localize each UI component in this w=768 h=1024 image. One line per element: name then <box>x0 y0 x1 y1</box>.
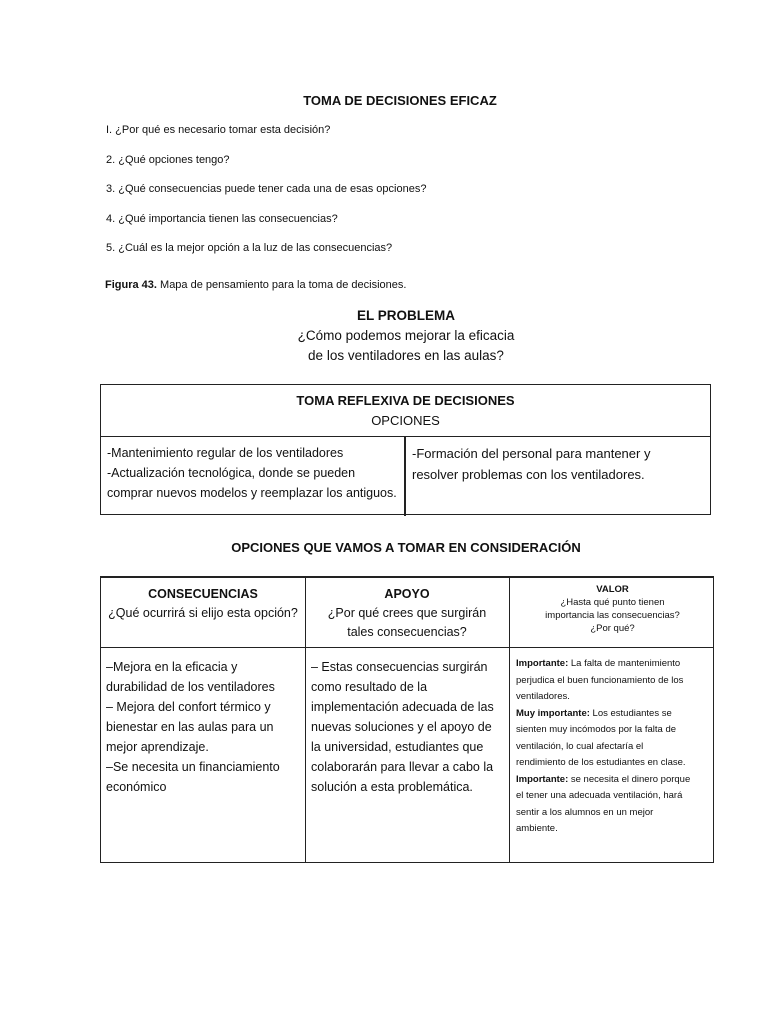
importance-label: Importante: <box>516 658 569 669</box>
options-box <box>100 384 711 515</box>
cell-line: –Mejora en la eficacia y <box>106 660 238 674</box>
option-line: -Mantenimiento regular de los ventiladores <box>107 446 344 460</box>
problem-heading: EL PROBLEMA <box>356 308 455 323</box>
page-title: TOMA DE DECISIONES EFICAZ <box>303 93 497 108</box>
cell-line: – Mejora del confort térmico y <box>106 700 271 714</box>
column-subheading: ¿Qué ocurrirá si elijo esta opción? <box>108 606 298 620</box>
cell-line: económico <box>106 780 167 794</box>
cell-line: implementación adecuada de las <box>311 700 494 714</box>
cell-line: colaborarán para llevar a cabo la <box>311 760 494 774</box>
option-line: -Formación del personal para mantener y <box>412 446 651 461</box>
cell-line <box>516 706 710 723</box>
column-subheading: ¿Por qué crees que surgirán <box>327 606 487 620</box>
cell-line: durabilidad de los ventiladores <box>106 680 275 694</box>
section-title: OPCIONES QUE VAMOS A TOMAR EN CONSIDERACIÓN <box>231 540 581 555</box>
cell-line: bienestar en las aulas para un <box>106 720 274 734</box>
importance-label: Muy importante: <box>516 707 590 719</box>
options-header <box>101 385 710 437</box>
consequences-table <box>100 576 714 863</box>
cell-consecuencias <box>101 648 305 806</box>
list-item: 4. ¿Qué importancia tienen las consecuencias? <box>106 212 338 225</box>
column-subheading: tales consecuencias? <box>347 625 467 639</box>
column-heading: APOYO <box>384 587 430 601</box>
column-subheading: importancia las consecuencias? <box>545 610 680 621</box>
header-apoyo <box>305 578 509 642</box>
cell-line: ventilación, lo cual afectaría el <box>516 740 644 752</box>
cell-line: nuevas soluciones y el apoyo de <box>311 720 492 734</box>
cell-line: solución a esta problemática. <box>311 780 473 794</box>
importance-label: Importante: <box>516 773 569 785</box>
cell-line: rendimiento de los estudiantes en clase. <box>516 757 686 768</box>
cell-line: la universidad, estudiantes que <box>311 740 484 754</box>
option-line: resolver problemas con los ventiladores. <box>412 467 645 482</box>
problem-block <box>0 306 768 366</box>
list-item: 2. ¿Qué opciones tengo? <box>106 153 230 166</box>
problem-line: ¿Cómo podemos mejorar la eficacia <box>297 328 515 343</box>
options-right-cell <box>406 437 712 491</box>
figure-label: Figura 43. <box>105 279 157 291</box>
option-line: comprar nuevos modelos y reemplazar los antiguos. <box>107 486 397 500</box>
question-list <box>106 124 426 272</box>
options-heading: TOMA REFLEXIVA DE DECISIONES <box>296 393 515 408</box>
option-line: -Actualización tecnológica, donde se pueden <box>107 466 356 480</box>
cell-line: sentir a los alumnos en un mejor <box>516 806 654 818</box>
cell-line: el tener una adecuada ventilación, hará <box>516 790 683 801</box>
cell-text: se necesita el dinero porque <box>568 773 691 785</box>
column-heading: CONSECUENCIAS <box>148 587 258 601</box>
options-left-cell <box>101 437 406 516</box>
options-subheading: OPCIONES <box>371 413 440 428</box>
column-subheading: ¿Por qué? <box>590 623 635 634</box>
cell-text: Los estudiantes se <box>589 707 672 719</box>
cell-line: – Estas consecuencias surgirán <box>311 660 488 674</box>
figure-caption-text: Mapa de pensamiento para la toma de decisiones. <box>156 279 407 291</box>
cell-line: como resultado de la <box>311 680 428 694</box>
header-valor <box>510 578 715 635</box>
list-item: 5. ¿Cuál es la mejor opción a la luz de las consecuencias? <box>106 242 393 254</box>
list-item: 3. ¿Qué consecuencias puede tener cada una de esas opciones? <box>106 183 427 195</box>
cell-line: mejor aprendizaje. <box>106 740 209 754</box>
cell-line: perjudica el buen funcionamiento de los <box>516 674 684 686</box>
cell-line <box>516 772 710 789</box>
list-item: I. ¿Por qué es necesario tomar esta decisión? <box>106 124 331 136</box>
cell-line: –Se necesita un financiamiento <box>106 760 280 774</box>
column-subheading: ¿Hasta qué punto tienen <box>560 597 665 608</box>
figure-caption <box>105 279 406 291</box>
problem-line: de los ventiladores en las aulas? <box>308 348 504 363</box>
cell-line <box>516 656 710 673</box>
cell-line: ambiente. <box>516 823 558 834</box>
header-consecuencias <box>101 578 305 623</box>
cell-apoyo <box>306 648 510 806</box>
cell-text: La falta de mantenimiento <box>568 658 681 669</box>
cell-line: sienten muy incómodos por la falta de <box>516 724 677 735</box>
cell-valor <box>511 648 715 847</box>
cell-line: ventiladores. <box>516 691 570 702</box>
column-heading: VALOR <box>596 584 629 595</box>
